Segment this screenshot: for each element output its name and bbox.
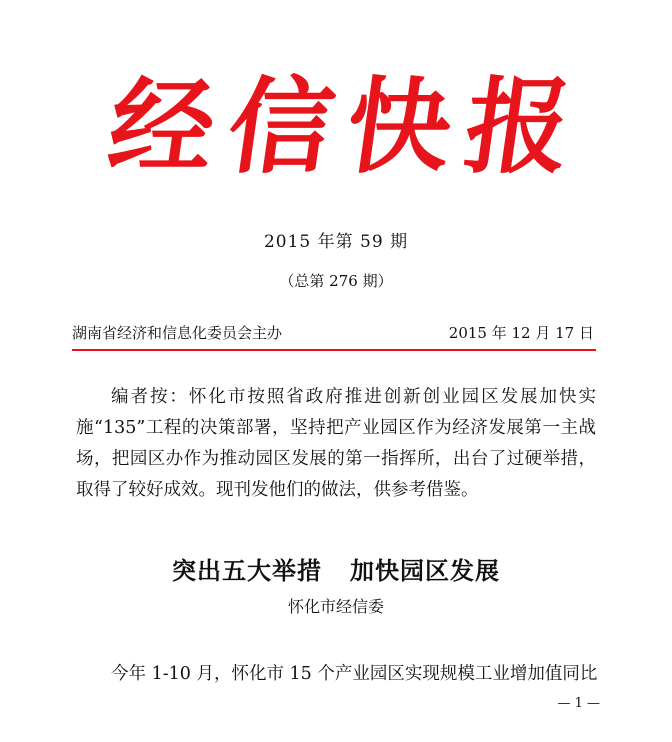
issue-number-line	[0, 227, 672, 252]
editor-note-text: 编者按：怀化市按照省政府推进创新创业园区发展加快实施“135”工程的决策部署，坚持把产业园区作为经济发展第一主战场，把园区办作为推动园区发展的第一指挥所，出台了过硬举措，取得了较好成效。现刊发他们的做法，供参考借鉴。	[76, 387, 596, 500]
issue-year: 2015	[263, 232, 312, 252]
publisher: 湖南省经济和信息化委员会主办	[72, 324, 283, 342]
article-title-part1: 突出五大举措	[172, 556, 322, 585]
issue-number: 59	[360, 232, 384, 252]
red-divider	[72, 349, 596, 351]
masthead	[101, 62, 579, 192]
article-body	[76, 659, 596, 690]
masthead-char-4: 报	[457, 65, 579, 188]
article-title	[0, 551, 672, 586]
masthead-char-2: 信	[220, 65, 342, 188]
total-issue: （总第 276 期）	[279, 272, 393, 290]
article-title-part2: 加快园区发展	[350, 556, 500, 585]
publisher-line	[72, 322, 594, 343]
issue-year-unit: 年第	[317, 232, 354, 252]
article-author: 怀化市经信委	[287, 597, 384, 616]
issue-number-unit: 期	[390, 232, 409, 252]
page-number: — 1 —	[557, 696, 600, 711]
article-first-line: 今年 1-10 月，怀化市 15 个产业园区实现规模工业增加值同比	[111, 664, 598, 684]
publish-date: 2015 年 12 月 17 日	[448, 324, 594, 342]
masthead-char-3: 快	[338, 65, 461, 188]
editor-note	[76, 382, 596, 506]
masthead-char-1: 经	[101, 65, 223, 188]
